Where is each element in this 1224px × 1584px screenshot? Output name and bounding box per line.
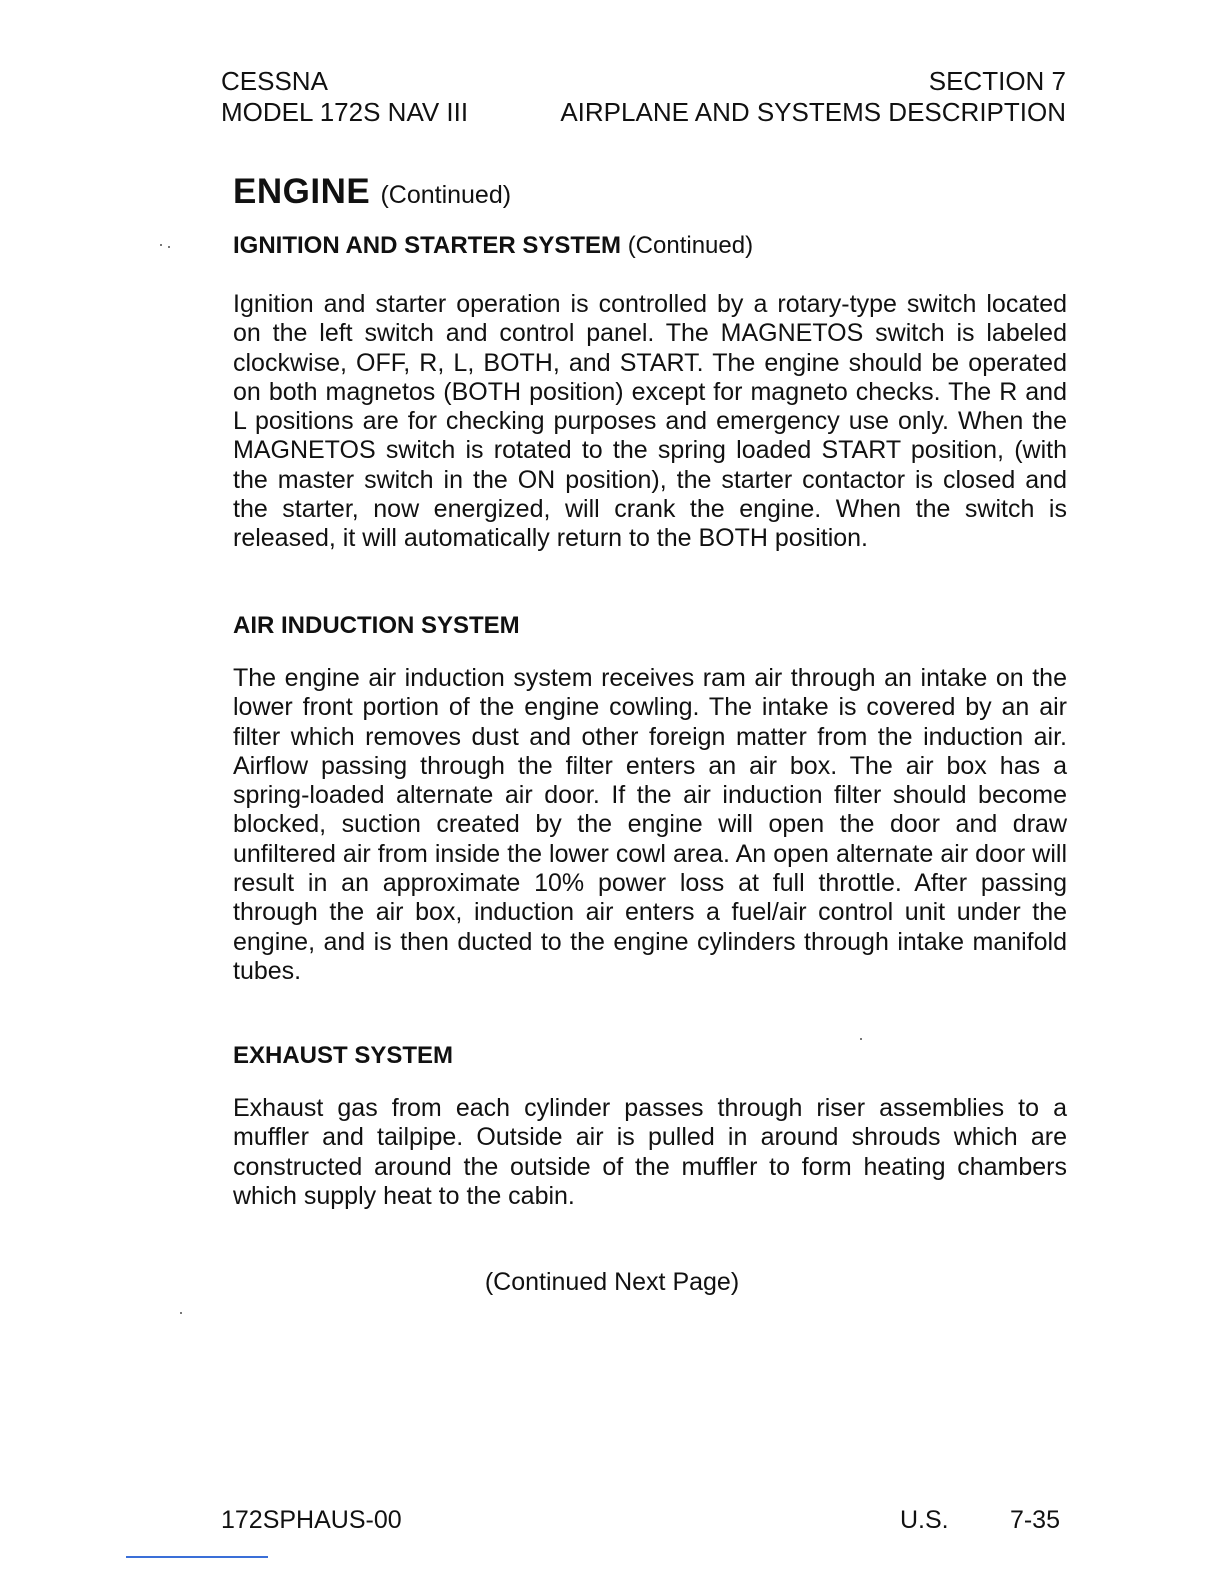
scan-speck — [160, 244, 162, 246]
scan-speck — [168, 246, 170, 248]
page-footer-right — [900, 1505, 1060, 1535]
document-id: 172SPHAUS-00 — [221, 1506, 402, 1534]
scan-speck — [860, 1038, 862, 1040]
exhaust-heading: EXHAUST SYSTEM — [233, 1042, 454, 1069]
manufacturer-label: CESSNA — [221, 66, 328, 96]
ignition-heading-text: IGNITION AND STARTER SYSTEM — [233, 232, 622, 259]
region-label: U.S. — [900, 1506, 949, 1534]
page-number: 7-35 — [1009, 1506, 1060, 1534]
section-title — [233, 172, 511, 215]
section-number: SECTION 7 — [928, 66, 1066, 96]
ignition-paragraph: Ignition and starter operation is controlled by a rotary-type switch located on the left switch and control panel. The MAGNETOS switch is labeled clockwise, OFF, R, L, BOTH, and START. The engine should be operated on both magnetos (BOTH position) except for magneto checks. The R and L positions are for checking purposes and emergency use only. When the MAGNETOS switch is rotated to the spring loaded START position, (with the master switch in the ON position), the starter contactor is closed and the starter, now energized, will crank the engine. When the switch is released, it will automatically return to the BOTH position. — [233, 290, 1067, 553]
ignition-heading-suffix: (Continued) — [627, 232, 754, 259]
air-induction-heading: AIR INDUCTION SYSTEM — [233, 612, 520, 639]
page-header-left — [221, 66, 468, 128]
ignition-heading — [233, 231, 753, 261]
page-header-right — [520, 66, 1066, 128]
exhaust-paragraph: Exhaust gas from each cylinder passes through riser assemblies to a muffler and tailpipe. Outside air is pulled in around shrouds which are constructed around the outside of the muffler to form heating chambers which supply heat to the cabin. — [233, 1094, 1067, 1210]
footer-rule — [126, 1556, 268, 1558]
continued-note: (Continued Next Page) — [484, 1268, 740, 1296]
section-name: AIRPLANE AND SYSTEMS DESCRIPTION — [560, 97, 1066, 127]
scan-speck — [180, 1312, 182, 1314]
section-title-suffix: (Continued) — [380, 181, 512, 209]
section-title-text: ENGINE — [233, 172, 371, 211]
air-induction-paragraph: The engine air induction system receives ram air through an intake on the lower front portion of the engine cowling. The intake is covered by an air filter which removes dust and other foreign matter from the induction air. Airflow passing through the filter enters an air box. The air box has a spring-loaded alternate air door. If the air induction filter should become blocked, suction created by the engine will open the door and draw unfiltered air from inside the lower cowl area. An open alternate air door will result in an approximate 10% power loss at full throttle. After passing through the air box, induction air enters a fuel/air control unit under the engine, and is then ducted to the engine cylinders through intake manifold tubes. — [233, 664, 1067, 985]
model-label: MODEL 172S NAV III — [221, 97, 469, 127]
